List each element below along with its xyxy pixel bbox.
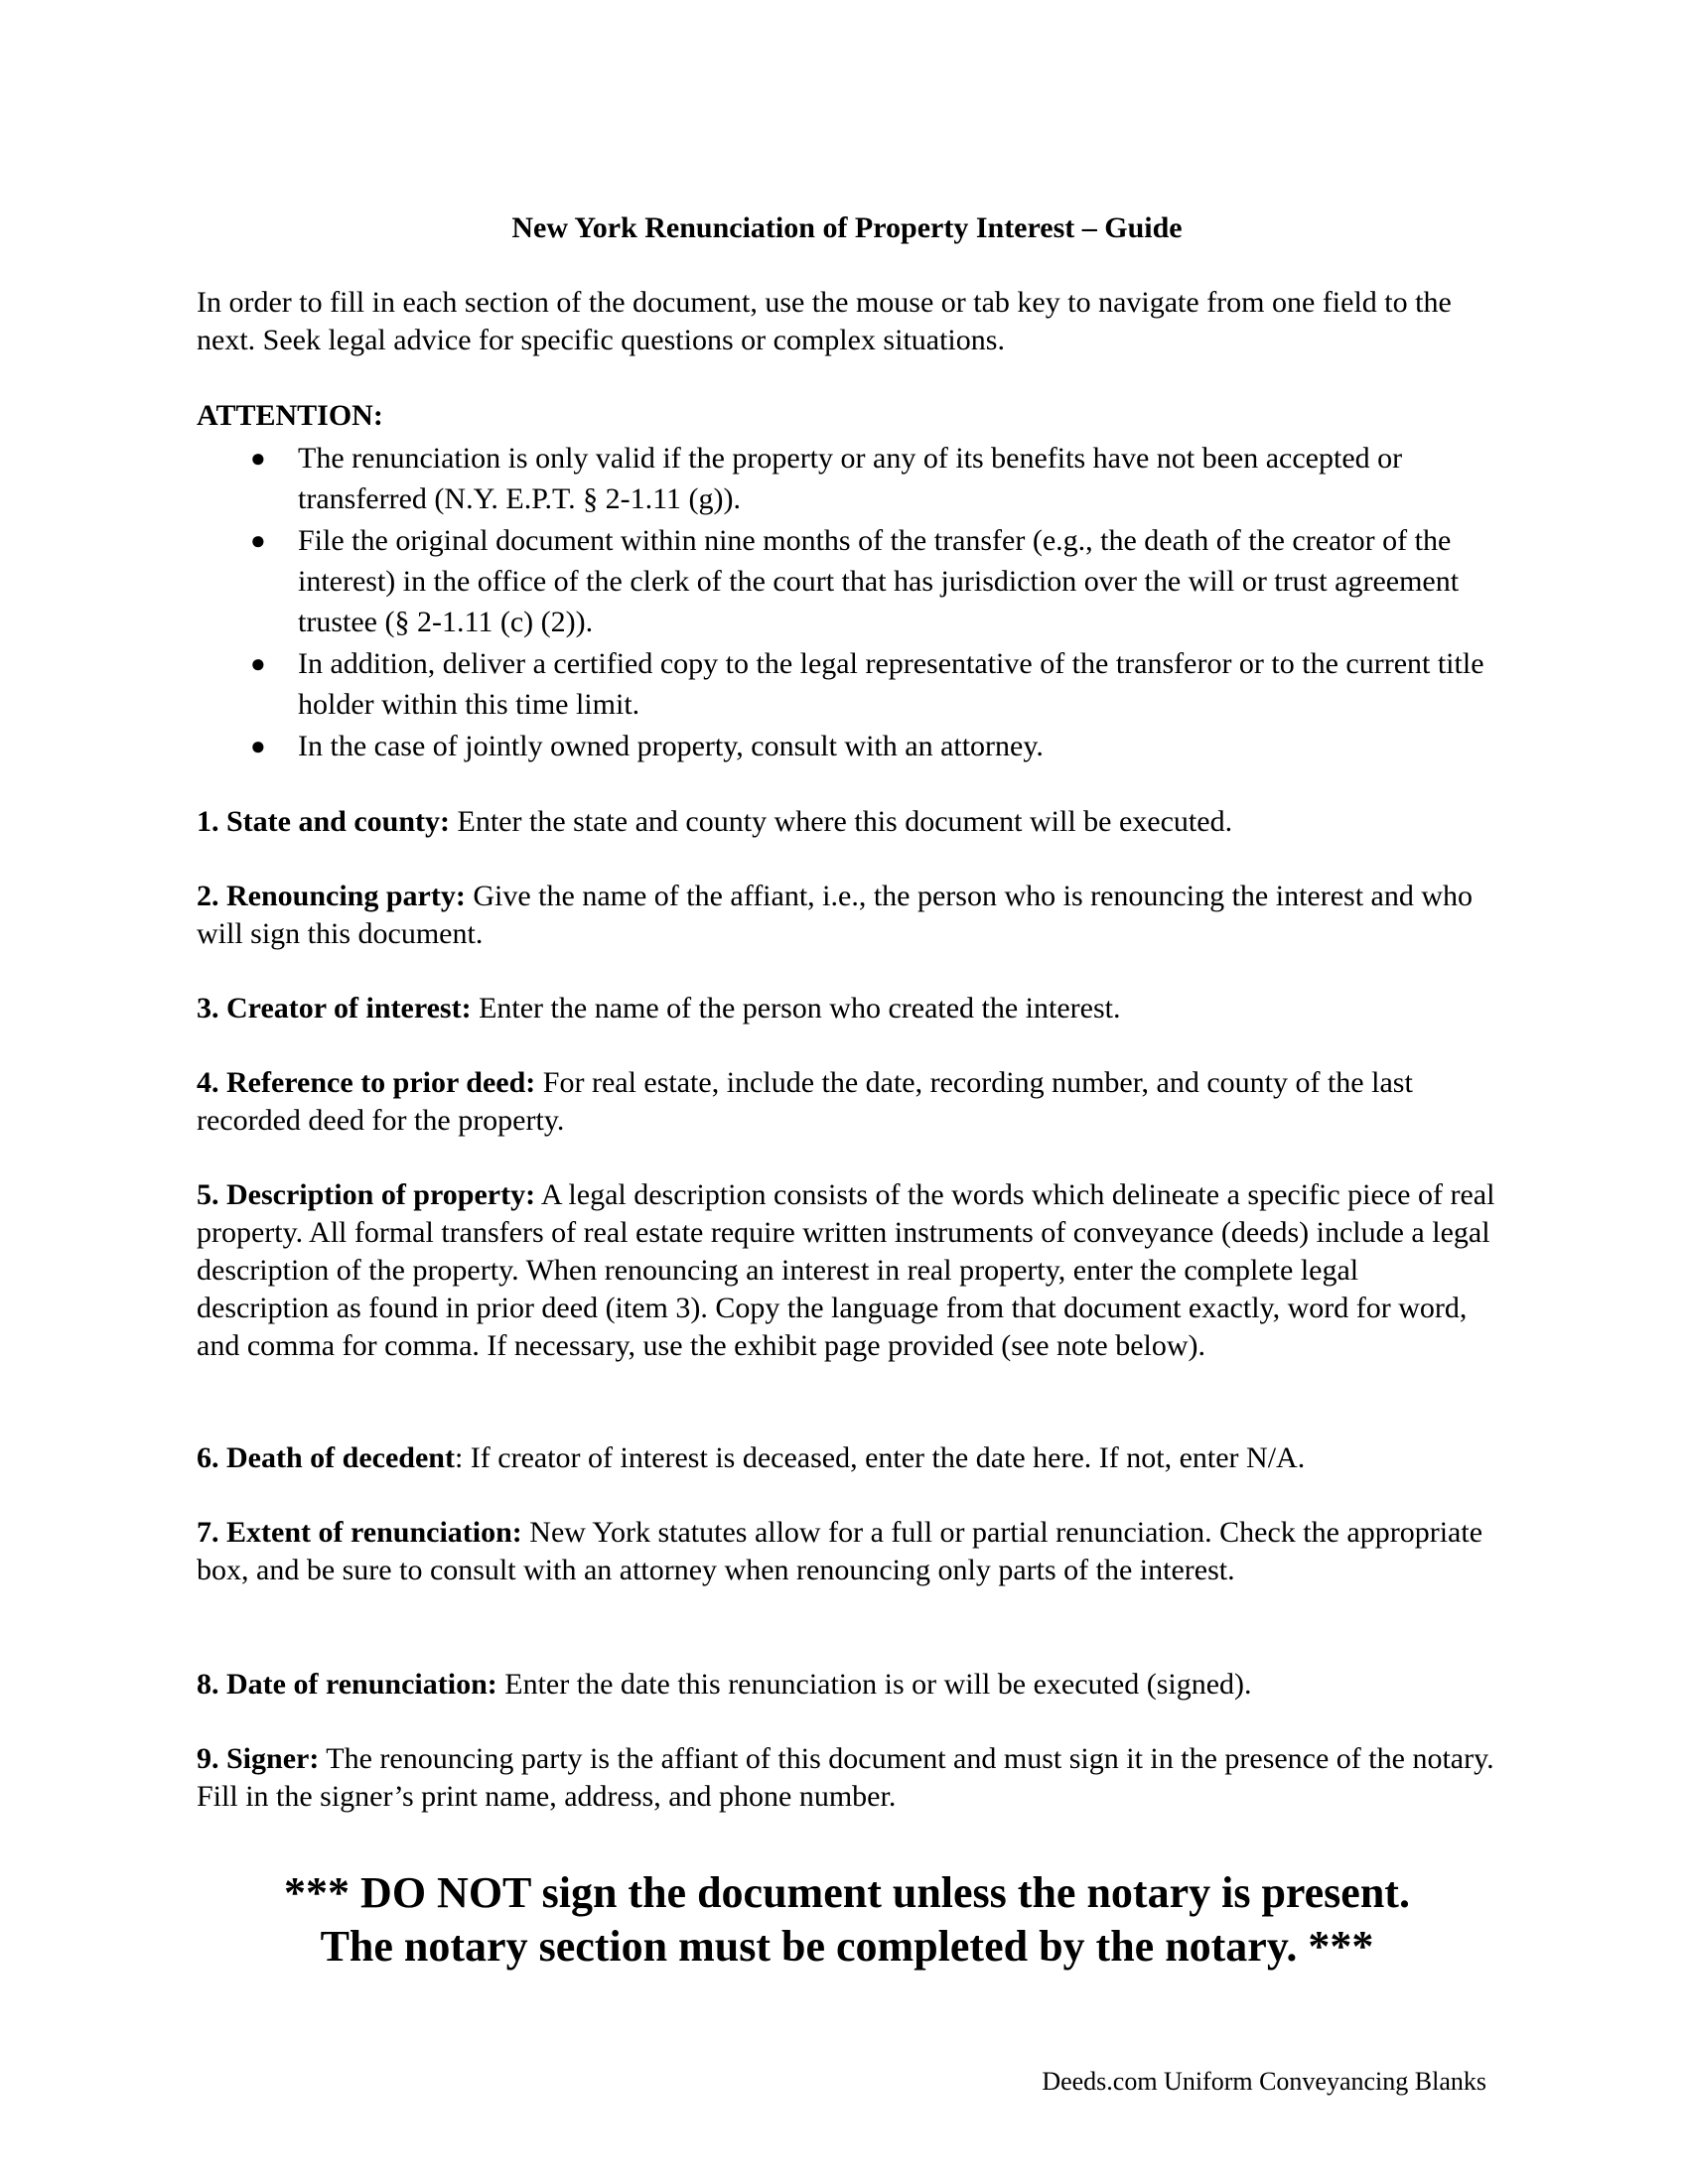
section-date-of-renunciation — [197, 1666, 1497, 1704]
section-label: 9. Signer: — [197, 1742, 320, 1775]
section-text: For real estate, include the date, recording number, and county of the last recorded deed for the property. — [197, 1066, 1413, 1137]
section-state-county — [197, 803, 1497, 841]
section-signer — [197, 1740, 1497, 1816]
notary-warning — [197, 1866, 1497, 1974]
warning-line-2: The notary section must be completed by the notary. *** — [320, 1922, 1374, 1971]
page-title: New York Renunciation of Property Interest – Guide — [511, 211, 1183, 244]
attention-item-text: In addition, deliver a certified copy to the legal representative of the transferor or to the current title holder within this time limit. — [298, 647, 1484, 721]
bullet-icon: ● — [250, 732, 266, 760]
bullet-icon: ● — [250, 649, 266, 678]
section-death-of-decedent — [197, 1439, 1497, 1477]
section-text: Enter the state and county where this document will be executed. — [450, 805, 1233, 838]
section-label: 6. Death of decedent — [197, 1441, 455, 1474]
section-creator-of-interest — [197, 990, 1497, 1027]
attention-list — [197, 438, 1497, 767]
section-label: 1. State and county: — [197, 805, 451, 838]
section-renouncing-party — [197, 878, 1497, 953]
section-label: 7. Extent of renunciation: — [197, 1516, 522, 1549]
section-prior-deed — [197, 1064, 1497, 1140]
section-label: 4. Reference to prior deed: — [197, 1066, 536, 1099]
section-description-of-property — [197, 1176, 1497, 1365]
section-text: The renouncing party is the affiant of this document and must sign it in the presence of the notary. Fill in the signer’s print name, address, and phone number. — [197, 1742, 1494, 1813]
section-label: 5. Description of property: — [197, 1178, 536, 1211]
intro-paragraph: In order to fill in each section of the document, use the mouse or tab key to navigate from one field to the next. Seek legal advice for specific questions or complex situations. — [197, 286, 1452, 356]
bullet-icon: ● — [250, 526, 266, 555]
section-text: Enter the date this renunciation is or will be executed (signed). — [496, 1668, 1252, 1701]
attention-item — [197, 520, 1497, 642]
section-text: New York statutes allow for a full or partial renunciation. Check the appropriate box, and be sure to consult with an attorney when renouncing only parts of the interest. — [197, 1516, 1483, 1586]
section-extent-of-renunciation — [197, 1514, 1497, 1589]
attention-item — [197, 438, 1497, 519]
attention-item-text: In the case of jointly owned property, consult with an attorney. — [298, 730, 1044, 762]
warning-line-1: *** DO NOT sign the document unless the notary is present. — [284, 1868, 1410, 1917]
section-label: 2. Renouncing party: — [197, 880, 466, 912]
section-text: : If creator of interest is deceased, enter the date here. If not, enter N/A. — [454, 1441, 1306, 1474]
attention-item-text: The renunciation is only valid if the property or any of its benefits have not been accepted or transferred (N.Y. E.P.T. § 2-1.11 (g)). — [298, 442, 1403, 515]
attention-item — [197, 726, 1497, 766]
section-text: A legal description consists of the words which delineate a specific piece of real property. All formal transfers of real estate require written instruments of conveyance (deeds) include a legal description of the property. When renouncing an interest in real property, enter the complete legal description as found in prior deed (item 3). Copy the language from that document exactly, word for word, and comma for comma. If necessary, use the exhibit page provided (see note below). — [197, 1178, 1495, 1362]
bullet-icon: ● — [250, 444, 266, 473]
attention-item-text: File the original document within nine months of the transfer (e.g., the death of the creator of the interest) in the office of the clerk of the court that has jurisdiction over the will or trust agreement trustee (§ 2-1.11 (c) (2)). — [298, 524, 1460, 638]
section-label: 3. Creator of interest: — [197, 992, 472, 1024]
attention-heading: ATTENTION: — [197, 399, 383, 432]
attention-item — [197, 643, 1497, 725]
section-label: 8. Date of renunciation: — [197, 1668, 497, 1701]
footer-text: Deeds.com Uniform Conveyancing Blanks — [1042, 2067, 1486, 2096]
section-text: Give the name of the affiant, i.e., the person who is renouncing the interest and who will sign this document. — [197, 880, 1474, 950]
section-text: Enter the name of the person who created the interest. — [471, 992, 1121, 1024]
